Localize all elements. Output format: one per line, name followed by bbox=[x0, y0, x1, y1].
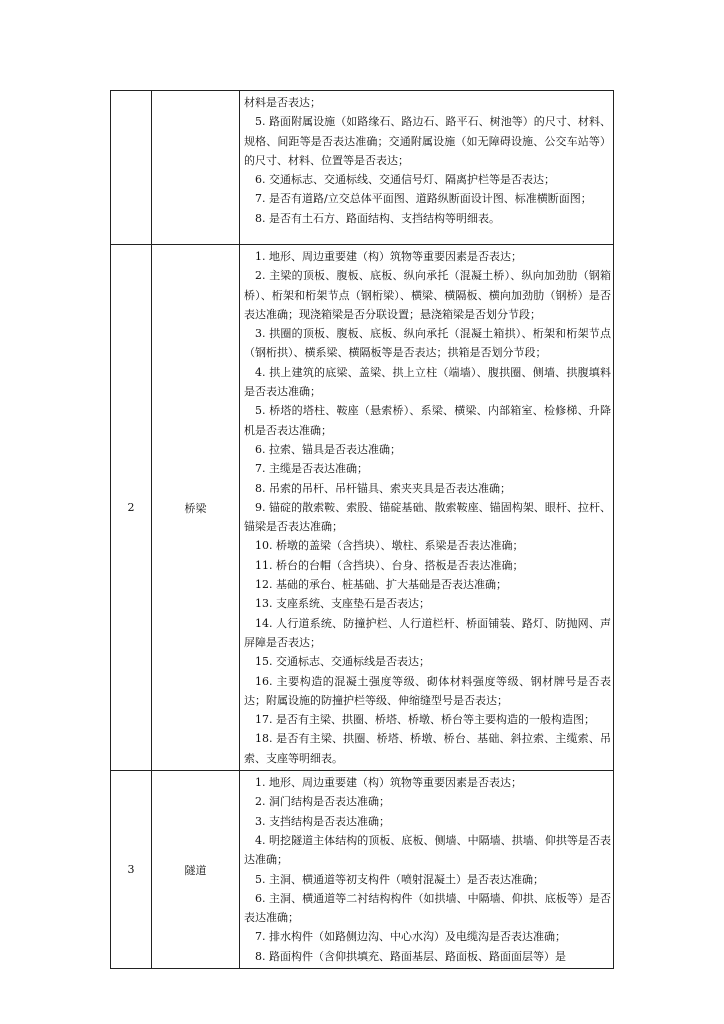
list-item: 3. 拱圈的顶板、腹板、底板、纵向承托（混凝土箱拱）、桁架和桁架节点（钢桁拱）、横系梁、横隔板等是否表达；拱箱是否划分节段； bbox=[244, 327, 611, 360]
row-category-cell bbox=[152, 91, 240, 245]
list-item: 15. 交通标志、交通标线是否表达； bbox=[255, 655, 430, 669]
row-items-cell bbox=[240, 91, 614, 245]
list-item: 2. 主梁的顶板、腹板、底板、纵向承托（混凝土桥）、纵向加劲肋（钢箱桥）、桁架和桁架节点（钢桁梁）、横梁、横隔板、横向加劲肋（钢桥）是否表达准确；现浇箱梁是否分联设置；悬浇箱梁是否划分节段； bbox=[244, 269, 611, 321]
list-item: 14. 人行道系统、防撞护栏、人行道栏杆、桥面铺装、路灯、防抛网、声屏障是否表达； bbox=[244, 616, 611, 649]
row-number-cell: 3 bbox=[111, 771, 152, 969]
list-item: 18. 是否有主梁、拱圈、桥塔、桥墩、桥台、基础、斜拉索、主缆索、吊索、支座等明细表。 bbox=[244, 732, 611, 765]
review-checklist-page bbox=[110, 90, 613, 969]
list-item: 7. 主缆是否表达准确； bbox=[255, 462, 368, 476]
list-item: 13. 支座系统、支座垫石是否表达； bbox=[255, 597, 430, 611]
list-item: 7. 是否有道路/立交总体平面图、道路纵断面设计图、标准横断面图； bbox=[255, 192, 592, 206]
list-item: 8. 吊索的吊杆、吊杆锚具、索夹夹具是否表达准确； bbox=[255, 481, 511, 495]
list-item: 17. 是否有主梁、拱圈、桥塔、桥墩、桥台等主要构造的一般构造图； bbox=[255, 713, 595, 727]
checklist-table bbox=[110, 90, 614, 969]
list-item: 5. 路面附属设施（如路缘石、路边石、路平石、树池等）的尺寸、材料、规格、间距等是否表达准确；交通附属设施（如无障碍设施、公交车站等）的尺寸、材料、位置等是否表达； bbox=[244, 115, 611, 167]
list-item: 4. 明挖隧道主体结构的顶板、底板、侧墙、中隔墙、拱墙、仰拱等是否表达准确； bbox=[244, 833, 611, 867]
list-item: 5. 桥塔的塔柱、鞍座（悬索桥）、系梁、横梁、内部箱室、检修梯、升降机是否表达准确； bbox=[244, 404, 611, 437]
list-item: 9. 锚碇的散索鞍、索股、锚碇基础、散索鞍座、锚固构架、眼杆、拉杆、锚梁是否表达准确； bbox=[244, 500, 611, 534]
row-category-cell: 隧道 bbox=[152, 771, 240, 969]
list-item: 8. 路面构件（含仰拱填充、路面基层、路面板、路面面层等）是 bbox=[255, 949, 566, 963]
row-category-cell: 桥梁 bbox=[152, 245, 240, 771]
list-item: 2. 洞门结构是否表达准确； bbox=[255, 795, 390, 809]
list-item: 5. 主洞、横通道等初支构件（喷射混凝土）是否表达准确； bbox=[255, 872, 544, 886]
row-items-cell bbox=[240, 245, 614, 771]
list-item: 7. 排水构件（如路侧边沟、中心水沟）及电缆沟是否表达准确； bbox=[255, 930, 566, 944]
list-item: 3. 支挡结构是否表达准确； bbox=[255, 814, 390, 828]
list-item: 6. 拉索、锚具是否表达准确； bbox=[255, 442, 401, 456]
list-item: 10. 桥墩的盖梁（含挡块）、墩柱、系梁是否表达准确； bbox=[255, 539, 524, 553]
row-number-cell: 2 bbox=[111, 245, 152, 771]
list-item: 8. 是否有土石方、路面结构、支挡结构等明细表。 bbox=[255, 211, 500, 225]
list-item: 6. 主洞、横通道等二衬结构构件（如拱墙、中隔墙、仰拱、底板等）是否表达准确； bbox=[244, 891, 611, 925]
list-item: 12. 基础的承台、桩基础、扩大基础是否表达准确； bbox=[255, 578, 507, 592]
list-item: 4. 拱上建筑的底梁、盖梁、拱上立柱（端墙）、腹拱圈、侧墙、拱腹填料是否表达准确； bbox=[244, 365, 611, 399]
list-item: 材料是否表达； bbox=[244, 96, 321, 109]
list-item: 16. 主要构造的混凝土强度等级、砌体材料强度等级、钢材牌号是否表达；附属设施的防撞护栏等级、伸缩缝型号是否表达； bbox=[244, 674, 611, 707]
list-item: 1. 地形、周边重要建（构）筑物等重要因素是否表达； bbox=[255, 250, 522, 263]
table-row bbox=[111, 91, 614, 245]
table-row bbox=[111, 771, 614, 969]
list-item: 6. 交通标志、交通标线、交通信号灯、隔离护栏等是否表达； bbox=[255, 173, 555, 187]
table-row bbox=[111, 245, 614, 771]
row-number-cell bbox=[111, 91, 152, 245]
row-items-cell bbox=[240, 771, 614, 969]
list-item: 11. 桥台的台帽（含挡块）、台身、搭板是否表达准确； bbox=[255, 558, 524, 572]
list-item: 1. 地形、周边重要建（构）筑物等重要因素是否表达； bbox=[255, 776, 522, 790]
